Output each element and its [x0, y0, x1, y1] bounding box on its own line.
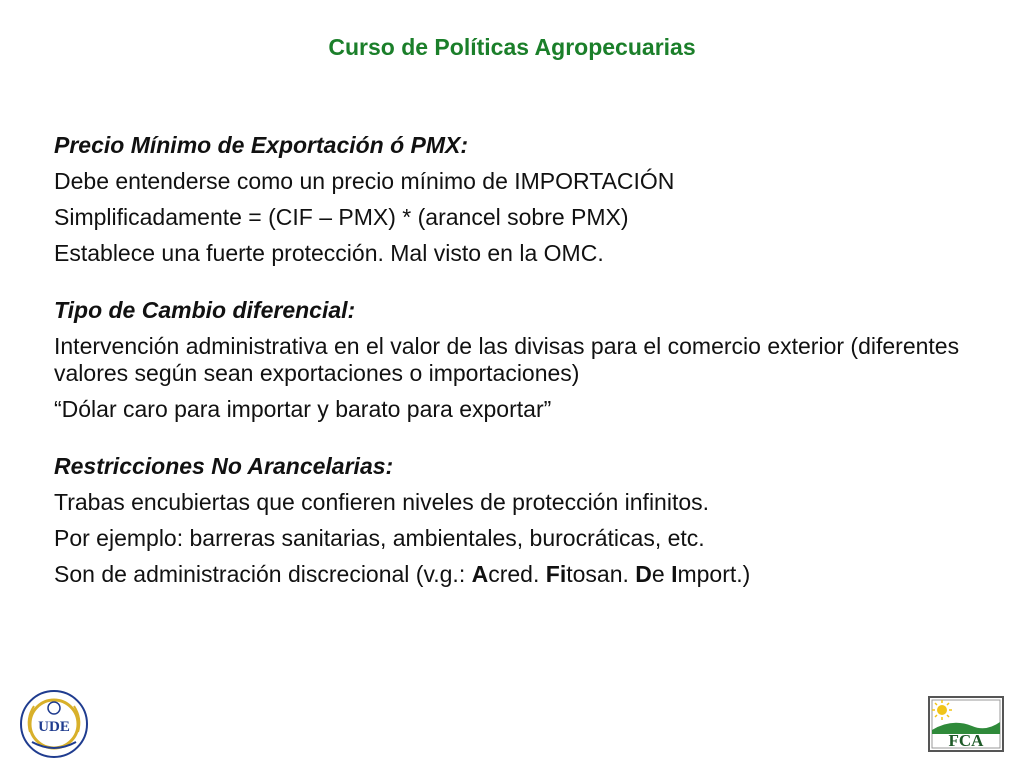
bullet-line: Establece una fuerte protección. Mal visto en la OMC.	[54, 240, 604, 266]
ude-logo	[18, 688, 90, 760]
text-part: cred.	[488, 561, 546, 587]
bullet-line: Simplificadamente = (CIF – PMX) * (arancel sobre PMX)	[54, 204, 629, 230]
bullet-line: “Dólar caro para importar y barato para exportar”	[54, 396, 552, 422]
text-part-bold: A	[471, 561, 489, 587]
section-heading: Restricciones No Arancelarias:	[54, 453, 394, 479]
section-heading: Precio Mínimo de Exportación ó PMX:	[54, 132, 469, 158]
text-part: tosan.	[566, 561, 636, 587]
bullet-line: Intervención administrativa en el valor de las divisas para el comercio exterior (diferentes valores según sean exportaciones o importaciones)	[54, 333, 960, 386]
fca-logo-text: FCA	[948, 731, 984, 750]
sun-icon	[937, 705, 947, 715]
slide-body	[54, 130, 994, 597]
bullet-line: Por ejemplo: barreras sanitarias, ambientales, burocráticas, etc.	[54, 525, 705, 551]
section-heading: Tipo de Cambio diferencial:	[54, 297, 356, 323]
fca-logo	[928, 696, 1004, 752]
section-tipo-cambio	[54, 295, 994, 423]
text-part: mport.)	[677, 561, 751, 587]
text-part-bold: Fi	[545, 561, 567, 587]
text-part: Son de administración discrecional (v.g.:	[54, 561, 472, 587]
text-part-bold: D	[635, 561, 652, 587]
section-pmx	[54, 130, 994, 267]
section-restricciones	[54, 451, 994, 588]
bullet-line: Debe entenderse como un precio mínimo de IMPORTACIÓN	[54, 168, 675, 194]
slide-title: Curso de Políticas Agropecuarias	[328, 34, 696, 60]
ude-logo-text: UDE	[38, 719, 70, 735]
bullet-line-mixed	[54, 561, 994, 588]
text-part: e	[651, 561, 672, 587]
text-part-bold: I	[671, 561, 678, 587]
bullet-line: Trabas encubiertas que confieren niveles de protección infinitos.	[54, 489, 710, 515]
